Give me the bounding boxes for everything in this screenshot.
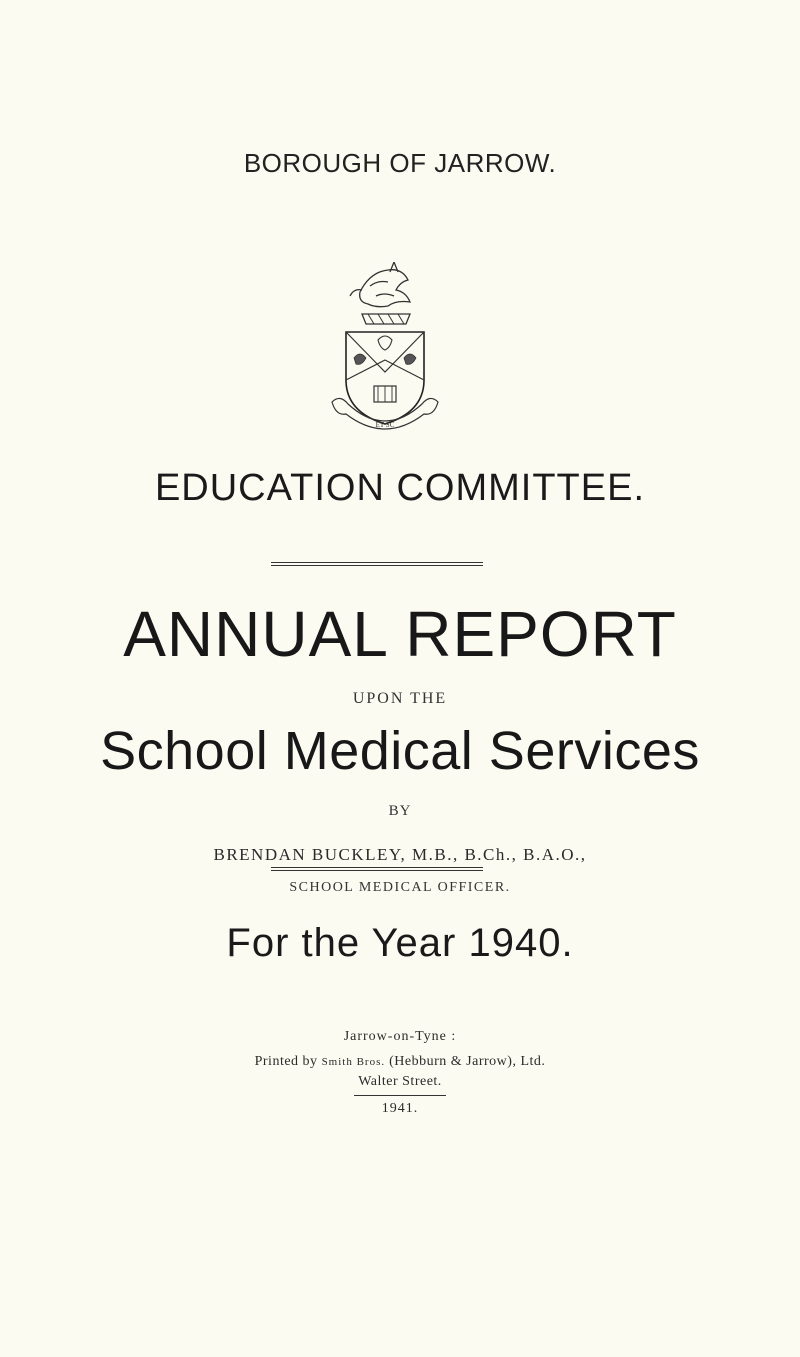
author-name: BRENDAN BUCKLEY, M.B., B.Ch., B.A.O., (213, 845, 587, 864)
imprint-year: 1941. (381, 1101, 419, 1116)
report-title: ANNUAL REPORT (123, 598, 677, 670)
divider-rule (271, 562, 483, 566)
borough-crest-icon (330, 262, 440, 442)
printer-name: Smith Bros. (321, 1056, 386, 1068)
divider-rule (354, 1095, 446, 1096)
imprint-printer (0, 1054, 800, 1070)
report-year: For the Year 1940. (226, 921, 574, 965)
author-role: SCHOOL MEDICAL OFFICER. (289, 880, 511, 895)
report-subject: School Medical Services (100, 721, 700, 781)
upon-the-line: UPON THE (352, 690, 448, 707)
imprint-street: Walter Street. (358, 1074, 442, 1089)
crest-motto-text: ET SC (375, 421, 395, 429)
borough-heading: BOROUGH OF JARROW. (243, 148, 557, 178)
committee-heading: EDUCATION COMMITTEE. (154, 467, 646, 509)
by-line: BY (388, 803, 412, 819)
printer-rest: (Hebburn & Jarrow), Ltd. (389, 1054, 546, 1069)
imprint-place: Jarrow-on-Tyne : (343, 1029, 457, 1044)
printer-prefix: Printed by (254, 1054, 318, 1069)
divider-rule (271, 867, 483, 871)
